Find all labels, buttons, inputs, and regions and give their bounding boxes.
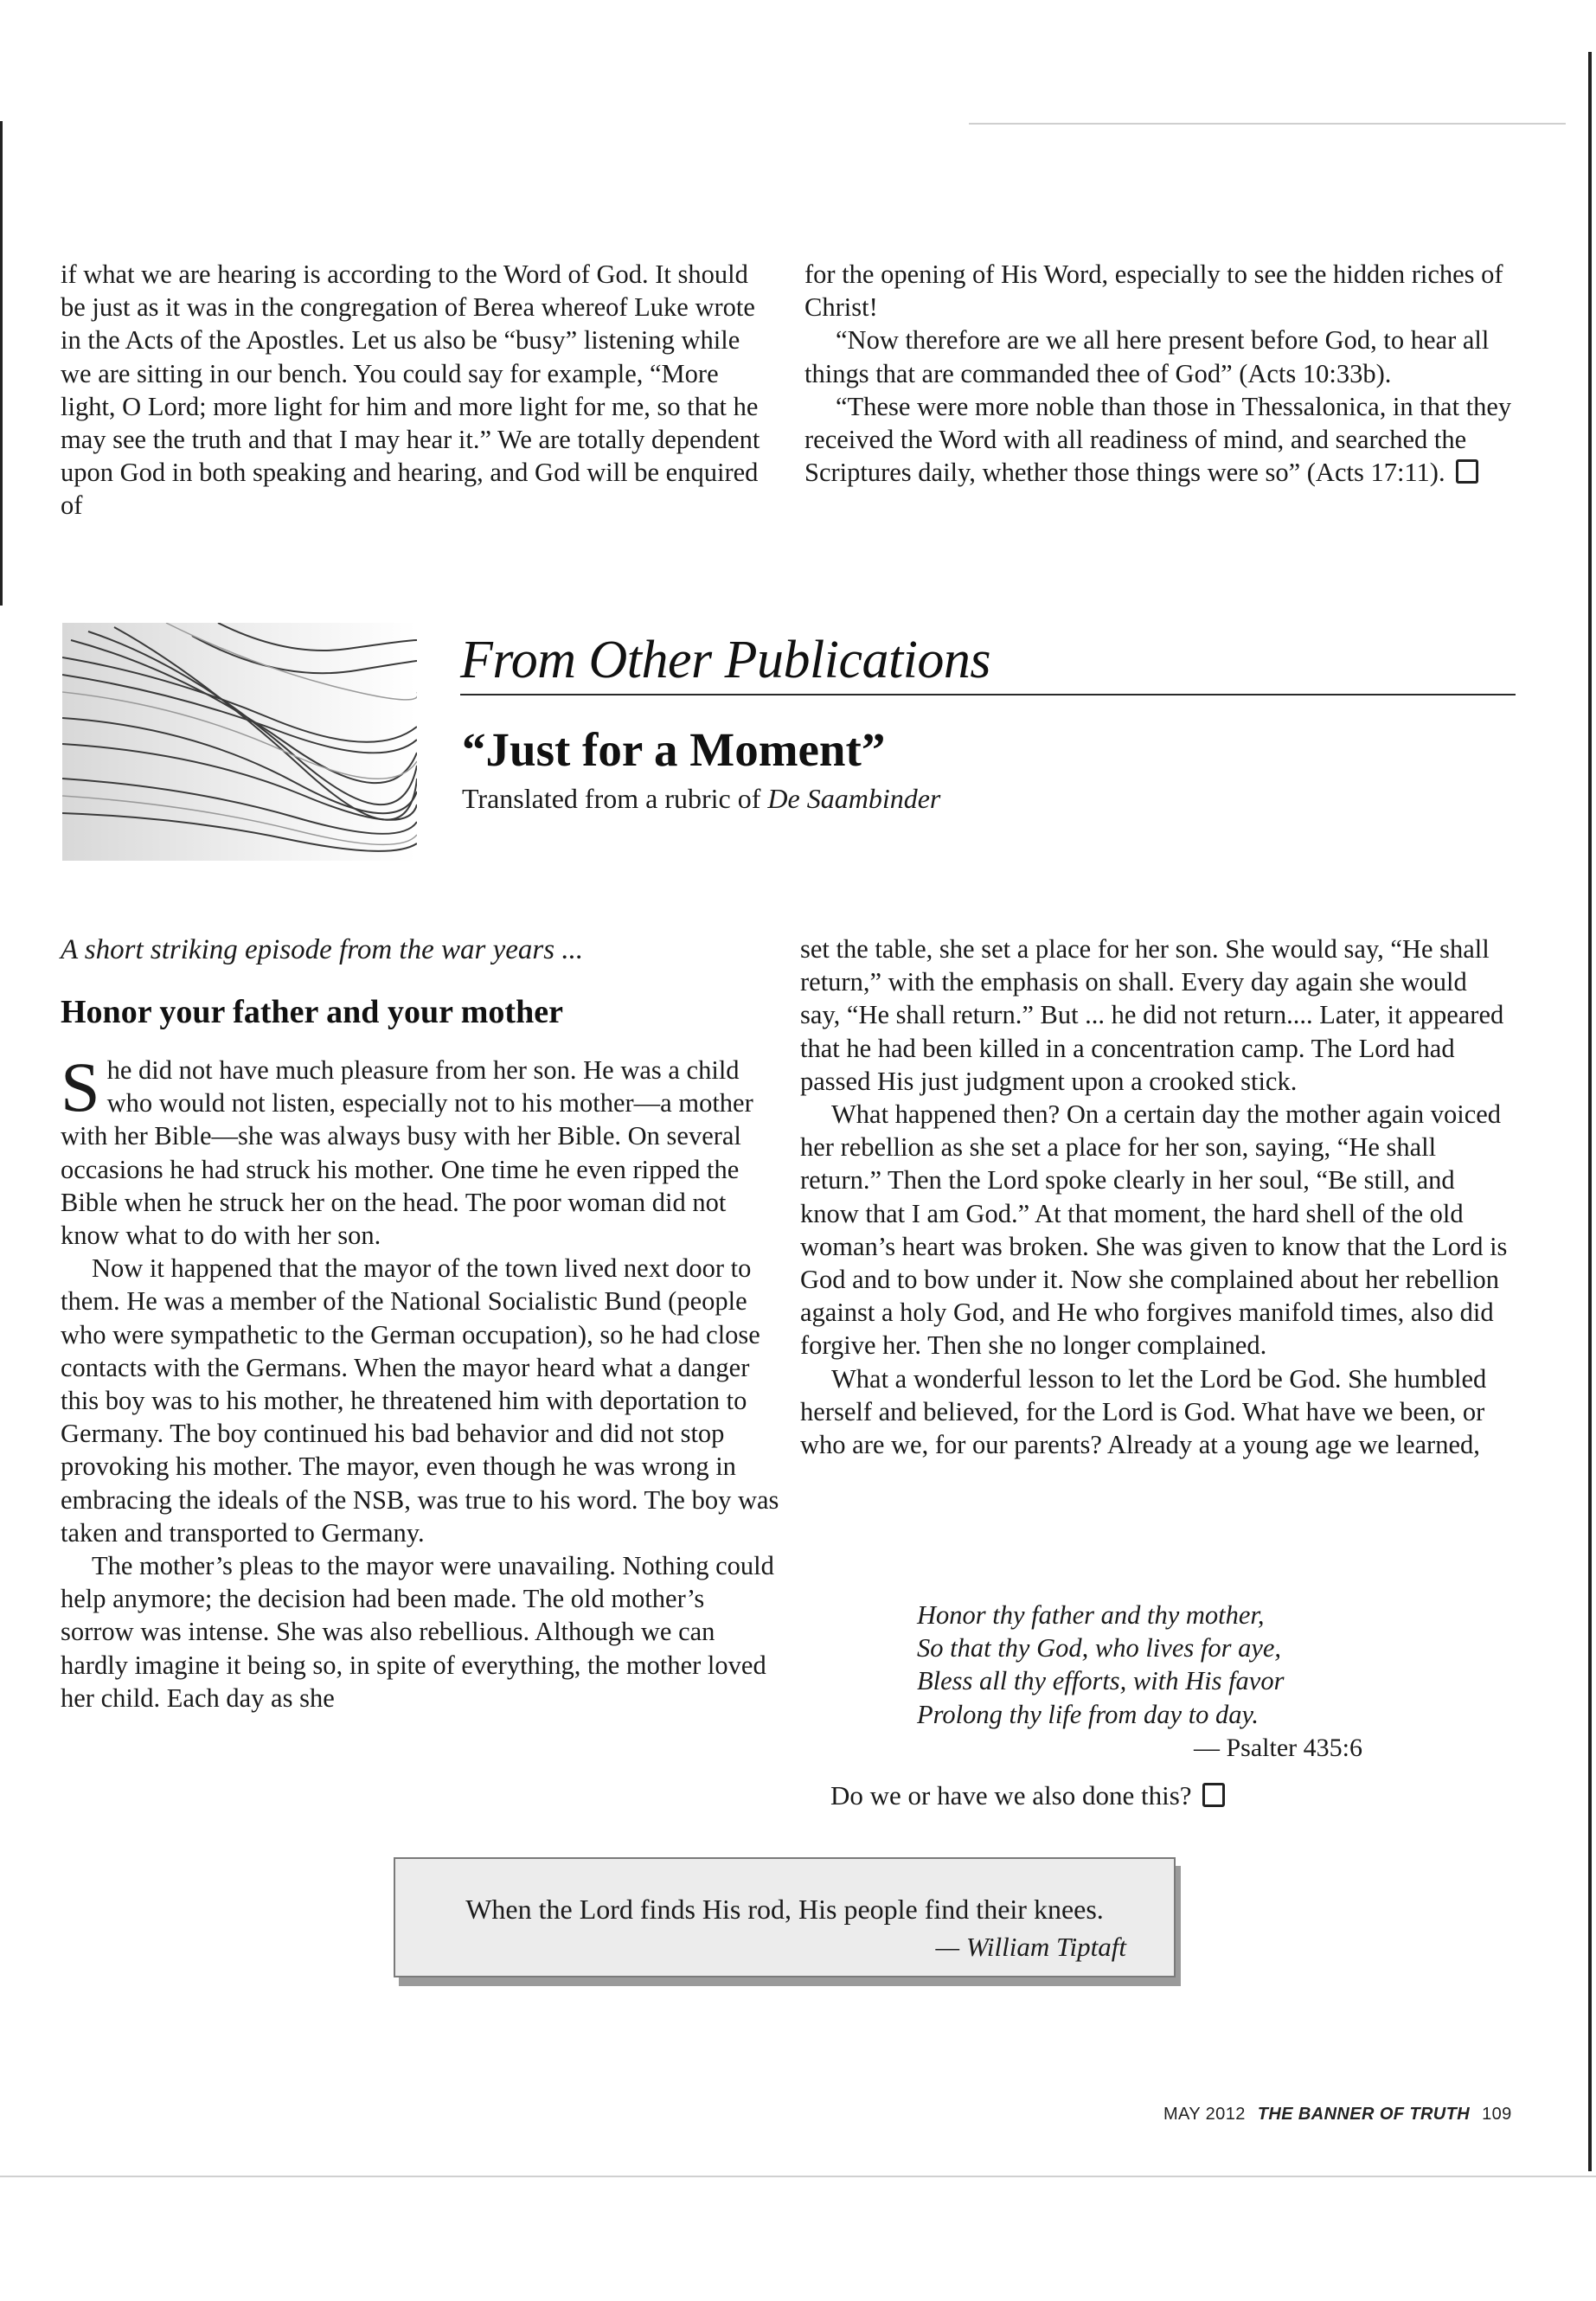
top-rule bbox=[969, 123, 1566, 125]
article-left-column bbox=[61, 1048, 780, 1715]
footer-issue: MAY 2012 bbox=[1163, 2105, 1246, 2124]
subtitle-prefix: Translated from a rubric of bbox=[462, 783, 761, 814]
quote-author: — William Tiptaft bbox=[935, 1932, 1126, 1962]
paragraph: What happened then? On a certain day the mother again voiced her rebellion as she set a place for her son, saying, “He shall return.” Then the Lord spoke clearly in her soul, “Be still, and know that I am God.” At that moment, the hard shell of the old woman’s heart was broken. She was given to know that the Lord is God and to bow under it. Now she complained about her rebellion against a holy God, and He who forgives manifold times, also did forgive her. Then she no longer complained. bbox=[800, 1099, 1508, 1361]
paragraph-text: “These were more noble than those in Thessalonica, in that they received the Word with all readiness of mind, and searched the Scriptures daily, whether those things were so” (Acts 17:11). bbox=[804, 391, 1512, 488]
quote-text: When the Lord finds His rod, His people find their knees. bbox=[465, 1894, 1104, 1925]
article-subhead: Honor your father and your mother bbox=[61, 994, 563, 1030]
closing-line bbox=[830, 1780, 1225, 1811]
paragraph: What a wonderful lesson to let the Lord be God. She humbled herself and believed, for the Lord is God. What have we been, or who are we, for our parents? Already at a young age we learned, bbox=[800, 1363, 1487, 1460]
poem-line: Prolong thy life from day to day. bbox=[917, 1699, 1259, 1729]
section-rule bbox=[460, 694, 1516, 695]
paragraph bbox=[61, 1048, 780, 1252]
paragraph: Now it happened that the mayor of the town lived next door to them. He was a member of the National Socialistic Bund (people who were sympathetic to the German occupation), so he had close contacts with the Germans. When the mayor heard what a danger this boy was to his mother, he threatened him with deportation to Germany. The boy continued his bad behavior and did not stop provoking his mother. The mayor, even though he was wrong in embracing the ideals of the NSB, was true to his word. The boy was taken and transported to Germany. bbox=[61, 1253, 779, 1548]
end-mark-icon bbox=[1456, 459, 1478, 484]
poem-line: Honor thy father and thy mother, bbox=[917, 1600, 1265, 1630]
paragraph: The mother’s pleas to the mayor were unavailing. Nothing could help anymore; the decision had been made. The old mother’s sorrow was intense. She was also rebellious. Although we can hardly imagine it being so, in spite of everything, the mother loved her child. Each day as she bbox=[61, 1551, 774, 1713]
paragraph-text: he did not have much pleasure from her son. He was a child who would not listen, especially not to his mother—a mother with her Bible—she was always busy with her Bible. On several occasions he had struck his mother. One time he even ripped the Bible when he struck her on the head. The poor woman did not know what to do with her son. bbox=[61, 1055, 753, 1251]
paragraph: set the table, she set a place for her son. She would say, “He shall return,” with the emphasis on shall. Every day again she would say, “He shall return.” But ... he did not return.... Later, it appeared that he had been killed in a concentration camp. The Lord had passed His just judgment upon a crooked stick. bbox=[800, 934, 1504, 1096]
footer-page-number: 109 bbox=[1482, 2105, 1512, 2124]
book-pages-illustration bbox=[62, 623, 417, 861]
psalter-poem bbox=[917, 1599, 1284, 1731]
top-left-column bbox=[61, 258, 772, 522]
page-edge-right bbox=[1588, 52, 1592, 2171]
top-right-column bbox=[804, 258, 1522, 489]
page-edge-left bbox=[0, 121, 3, 606]
paragraph: “Now therefore are we all here present before God, to hear all things that are commanded thee of God” (Acts 10:33b). bbox=[804, 325, 1490, 388]
footer-magazine: THE BANNER OF TRUTH bbox=[1257, 2105, 1471, 2124]
bottom-rule bbox=[0, 2176, 1596, 2177]
article-right-column bbox=[800, 933, 1509, 1461]
paragraph bbox=[804, 390, 1522, 490]
drop-cap: S bbox=[61, 1048, 100, 1126]
poem-source: — Psalter 435:6 bbox=[1194, 1734, 1362, 1762]
closing-text: Do we or have we also done this? bbox=[830, 1780, 1192, 1811]
poem-line: Bless all thy efforts, with His favor bbox=[917, 1666, 1285, 1696]
poem-line: So that thy God, who lives for aye, bbox=[917, 1633, 1282, 1663]
subtitle-source: De Saambinder bbox=[767, 783, 941, 814]
end-mark-icon bbox=[1202, 1783, 1225, 1807]
article-subtitle bbox=[462, 783, 940, 815]
article-intro: A short striking episode from the war years ... bbox=[61, 934, 584, 965]
paragraph: if what we are hearing is according to the Word of God. It should be just as it was in the congregation of Berea whereof Luke wrote in the Acts of the Apostles. Let us also be “busy” listening while we are sitting in our bench. You could say for example, “More light, O Lord; more light for him and more light for me, so that he may see the truth and that I may hear it.” We are totally dependent upon God in both speaking and hearing, and God will be enquired of bbox=[61, 260, 760, 521]
article-title: “Just for a Moment” bbox=[462, 723, 886, 776]
section-header: From Other Publications bbox=[460, 631, 991, 689]
quote-box bbox=[394, 1857, 1176, 1977]
page-footer bbox=[1163, 2105, 1512, 2125]
paragraph: for the opening of His Word, especially to see the hidden riches of Christ! bbox=[804, 260, 1503, 323]
